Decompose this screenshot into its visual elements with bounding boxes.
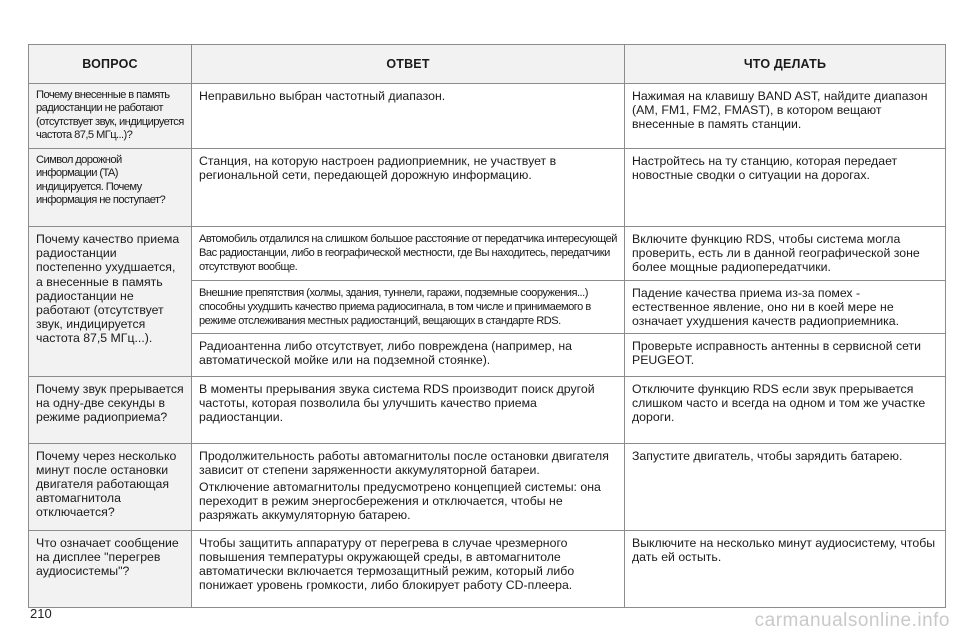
table-row — [29, 84, 946, 149]
table-row — [29, 530, 946, 607]
action-cell: Настройтесь на ту станцию, которая передает новостные сводки о ситуации на дорогах. — [625, 149, 946, 227]
question-cell: Почему через несколько минут после остановки двигателя работающая автомагнитола отключается? — [29, 443, 192, 530]
question-cell: Почему звук прерывается на одну-две секунды в режиме радиоприема? — [29, 376, 192, 443]
header-action: ЧТО ДЕЛАТЬ — [625, 45, 946, 84]
table-row — [29, 443, 946, 530]
answer-paragraph: Продолжительность работы автомагнитолы после остановки двигателя зависит от степени заряженности аккумуляторной батареи. — [199, 448, 609, 477]
action-cell: Нажимая на клавишу BAND AST, найдите диапазон (AM, FM1, FM2, FMAST), в котором вещают внесенные в память станции. — [625, 84, 946, 149]
answer-cell: Автомобиль отдалился на слишком большое расстояние от передатчика интересующей Вас радиостанции, либо в географической местности, где Вы находитесь, передатчики отсутствуют вообще. — [192, 227, 625, 281]
question-cell: Почему внесенные в память радиостанции не работают (отсутствует звук, индицируется частота 87,5 МГц...)? — [29, 84, 192, 149]
answer-cell: Радиоантенна либо отсутствует, либо повреждена (например, на автоматической мойке или на подземной стоянке). — [192, 333, 625, 376]
answer-cell: Станция, на которую настроен радиоприемник, не участвует в региональной сети, передающей дорожную информацию. — [192, 149, 625, 227]
action-cell: Падение качества приема из-за помех - естественное явление, оно ни в коей мере не означает ухудшения качеств радиоприемника. — [625, 281, 946, 334]
faq-table — [28, 44, 946, 608]
action-cell: Выключите на несколько минут аудиосистему, чтобы дать ей остыть. — [625, 530, 946, 607]
question-cell: Символ дорожной информации (TA) индицируется. Почему информация не поступает? — [29, 149, 192, 227]
action-cell: Отключите функцию RDS если звук прерывается слишком часто и всегда на одном и том же участке дороги. — [625, 376, 946, 443]
question-cell: Что означает сообщение на дисплее "перегрев аудиосистемы"? — [29, 530, 192, 607]
answer-cell: В моменты прерывания звука система RDS производит поиск другой частоты, которая позволила бы улучшить качество приема радиостанции. — [192, 376, 625, 443]
table-row — [29, 376, 946, 443]
action-cell: Включите функцию RDS, чтобы система могла проверить, есть ли в данной географической зоне более мощные радиопередатчики. — [625, 227, 946, 281]
answer-cell: Внешние препятствия (холмы, здания, туннели, гаражи, подземные сооружения...) способны ухудшить качество приема радиосигнала, в том числе и принимаемого в режиме отслеживания местных радиостанций, вещающих в стандарте RDS. — [192, 281, 625, 334]
site-watermark: carmanualsonline.info — [754, 610, 950, 631]
header-answer: ОТВЕТ — [192, 45, 625, 84]
action-cell: Запустите двигатель, чтобы зарядить батарею. — [625, 443, 946, 530]
answer-cell: Чтобы защитить аппаратуру от перегрева в случае чрезмерного повышения температуры окружающей среды, в автомагнитоле автоматически включается термозащитный режим, который либо понижает уровень громкости, либо блокирует работу CD-плеера. — [192, 530, 625, 607]
answer-paragraph: Отключение автомагнитолы предусмотрено концепцией системы: она переходит в режим энергосбережения и отключается, чтобы не разряжать аккумуляторную батарею. — [199, 480, 601, 523]
faq-page — [28, 44, 945, 608]
question-cell: Почему качество приема радиостанции постепенно ухудшается, а внесенные в память радиостанции не работают (отсутствует звук, индицируется частота 87,5 МГц...). — [29, 227, 192, 377]
action-cell: Проверьте исправность антенны в сервисной сети PEUGEOT. — [625, 333, 946, 376]
header-row — [29, 45, 946, 84]
table-row — [29, 149, 946, 227]
table-row — [29, 227, 946, 281]
answer-cell — [192, 443, 625, 530]
answer-cell: Неправильно выбран частотный диапазон. — [192, 84, 625, 149]
page-number: 210 — [30, 606, 52, 621]
header-question: ВОПРОС — [29, 45, 192, 84]
